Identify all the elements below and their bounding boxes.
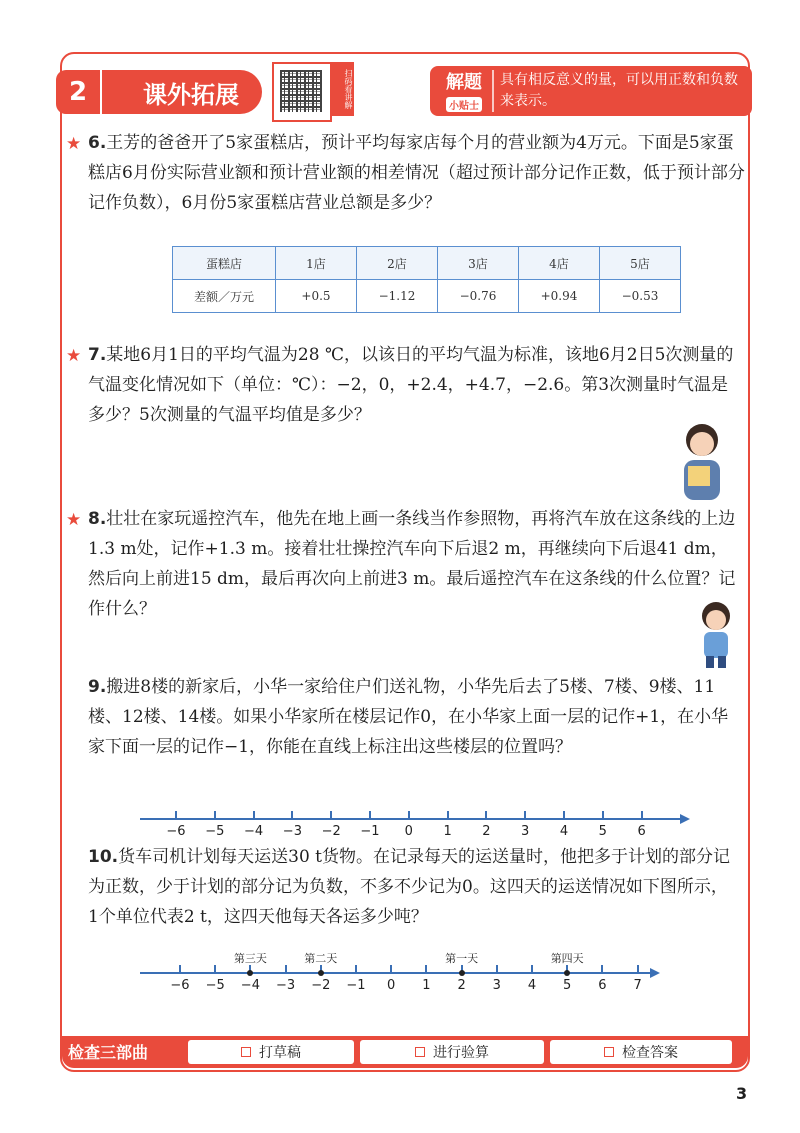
tick-label: −1 <box>346 978 366 993</box>
check-item-label: 进行验算 <box>433 1045 489 1061</box>
table-cell: +0.5 <box>276 280 357 313</box>
axis-tick <box>637 965 639 973</box>
question-number: 8. <box>88 509 107 529</box>
tick-label: −4 <box>244 824 264 839</box>
tick-label: −2 <box>311 978 331 993</box>
axis-tick <box>425 965 427 973</box>
question-10 <box>88 842 738 932</box>
question-number: 10. <box>88 847 119 867</box>
difficulty-star-icon: ★ <box>66 346 82 366</box>
section-title <box>102 70 262 114</box>
tick-label: 2 <box>482 824 491 839</box>
page-number: 3 <box>736 1084 748 1103</box>
tick-label: 1 <box>443 824 452 839</box>
point-marker <box>318 970 324 976</box>
axis-tick <box>601 965 603 973</box>
section-title-text: 课外拓展 <box>143 80 239 109</box>
table-header-row <box>173 247 681 280</box>
tick-label: 5 <box>563 978 572 993</box>
difficulty-star-icon: ★ <box>66 134 82 154</box>
check-item-label: 打草稿 <box>259 1045 301 1061</box>
tip-divider <box>492 70 494 112</box>
question-number: 7. <box>88 345 107 365</box>
section-number: 2 <box>56 70 100 114</box>
question-8 <box>88 504 738 624</box>
tick-label: −5 <box>205 978 225 993</box>
point-marker <box>247 970 253 976</box>
difficulty-star-icon: ★ <box>66 510 82 530</box>
table-cell: 3店 <box>438 247 519 280</box>
tick-label: 1 <box>422 978 431 993</box>
checkbox-icon[interactable] <box>604 1047 614 1057</box>
axis-tick <box>641 811 643 819</box>
tick-label: 3 <box>492 978 501 993</box>
point-label: 第四天 <box>550 952 584 965</box>
check-item-label: 检查答案 <box>622 1045 678 1061</box>
axis-tick <box>531 965 533 973</box>
table-cell: 1店 <box>276 247 357 280</box>
axis-tick <box>390 965 392 973</box>
axis-line <box>140 972 652 974</box>
tick-label: 3 <box>521 824 530 839</box>
table-row <box>173 280 681 313</box>
question-number: 9. <box>88 677 107 697</box>
check-item-draft[interactable] <box>188 1040 354 1064</box>
axis-tick <box>214 811 216 819</box>
tick-label: 0 <box>404 824 413 839</box>
check-item-verify[interactable] <box>360 1040 544 1064</box>
tick-label: −3 <box>276 978 296 993</box>
table-cell: 2店 <box>357 247 438 280</box>
axis-tick <box>524 811 526 819</box>
qr-code-icon[interactable] <box>272 62 332 122</box>
axis-arrow-icon <box>680 814 690 824</box>
axis-tick <box>179 965 181 973</box>
point-label: 第三天 <box>233 952 267 965</box>
axis-tick <box>563 811 565 819</box>
question-text: 搬进8楼的新家后，小华一家给住户们送礼物，小华先后去了5楼、7楼、9楼、11楼、12楼、14楼。如果小华家所在楼层记作0，在小华家上面一层的记作+1，在小华家下面一层的记作−1，你能在直线上标注出这些楼层的位置吗？ <box>88 677 729 757</box>
axis-tick <box>291 811 293 819</box>
axis-tick <box>214 965 216 973</box>
table-cell: −0.76 <box>438 280 519 313</box>
axis-tick <box>408 811 410 819</box>
tick-label: 4 <box>559 824 569 839</box>
question-7 <box>88 340 738 430</box>
axis-line <box>140 818 682 820</box>
table-cell: 5店 <box>600 247 681 280</box>
axis-tick <box>485 811 487 819</box>
axis-arrow-icon <box>650 968 660 978</box>
tick-label: −3 <box>282 824 302 839</box>
axis-tick <box>369 811 371 819</box>
axis-tick <box>330 811 332 819</box>
checkbox-icon[interactable] <box>415 1047 425 1057</box>
point-marker <box>459 970 465 976</box>
axis-tick <box>175 811 177 819</box>
tick-label: −4 <box>240 978 260 993</box>
tip-sub-text: 小贴士 <box>446 97 482 112</box>
tip-text: 具有相反意义的量，可以用正数和负数来表示。 <box>500 72 738 109</box>
tick-label: 7 <box>633 978 642 993</box>
tip-heading <box>438 68 490 113</box>
boy-illustration <box>694 600 738 670</box>
axis-tick <box>602 811 604 819</box>
tick-label: 6 <box>637 824 646 839</box>
question-6 <box>88 128 748 218</box>
teacher-illustration <box>672 418 732 504</box>
axis-tick <box>496 965 498 973</box>
question-text: 货车司机计划每天运送30 t货物。在记录每天的运送量时，他把多于计划的部分记为正数，少于计划的部分记为负数，不多不少记为0。这四天的运送情况如下图所示，1个单位代表2 t，这四天他每天各运多少吨？ <box>88 847 730 927</box>
axis-tick <box>285 965 287 973</box>
point-marker <box>564 970 570 976</box>
number-line-floors <box>140 806 690 846</box>
point-label: 第一天 <box>445 952 479 965</box>
tick-label: 5 <box>598 824 607 839</box>
qr-label: 扫码看讲解 <box>332 62 354 116</box>
tick-label: −5 <box>205 824 225 839</box>
table-cell: 4店 <box>519 247 600 280</box>
table-cell: −1.12 <box>357 280 438 313</box>
question-text: 壮壮在家玩遥控汽车，他先在地上画一条线当作参照物，再将汽车放在这条线的上边1.3 m处，记作+1.3 m。接着壮壮操控汽车向下后退2 m，再继续向下后退41 dm，然后向上前进15 dm，最后再次向上前进3 m。最后遥控汽车在这条线的什么位置？记作什么？ <box>88 509 736 619</box>
tip-head-text: 解题 <box>446 72 482 93</box>
tick-label: −1 <box>360 824 380 839</box>
tick-label: 2 <box>457 978 466 993</box>
check-item-answer[interactable] <box>550 1040 732 1064</box>
axis-tick <box>355 965 357 973</box>
table-cell: 蛋糕店 <box>173 247 276 280</box>
tick-label: −6 <box>170 978 190 993</box>
table-cell: 差额／万元 <box>173 280 276 313</box>
number-line-deliveries <box>140 950 660 1000</box>
table-cell: +0.94 <box>519 280 600 313</box>
question-number: 6. <box>88 133 107 153</box>
question-text: 王芳的爸爸开了5家蛋糕店，预计平均每家店每个月的营业额为4万元。下面是5家蛋糕店6月份实际营业额和预计营业额的相差情况（超过预计部分记作正数，低于预计部分记作负数），6月份5家蛋糕店营业总额是多少？ <box>88 133 745 213</box>
sales-difference-table <box>172 246 681 313</box>
tick-label: −2 <box>321 824 341 839</box>
tick-label: −6 <box>166 824 186 839</box>
check-title: 检查三部曲 <box>68 1043 149 1062</box>
point-label: 第二天 <box>304 952 338 965</box>
axis-tick <box>253 811 255 819</box>
tick-label: 0 <box>387 978 396 993</box>
question-9 <box>88 672 738 762</box>
checkbox-icon[interactable] <box>241 1047 251 1057</box>
tick-label: 4 <box>527 978 537 993</box>
table-cell: −0.53 <box>600 280 681 313</box>
axis-tick <box>447 811 449 819</box>
tick-label: 6 <box>598 978 607 993</box>
question-text: 某地6月1日的平均气温为28 ℃，以该日的平均气温为标准，该地6月2日5次测量的气温变化情况如下（单位：℃）：−2，0，+2.4，+4.7，−2.6。第3次测量时气温是多少？5次测量的气温平均值是多少？ <box>88 345 734 425</box>
